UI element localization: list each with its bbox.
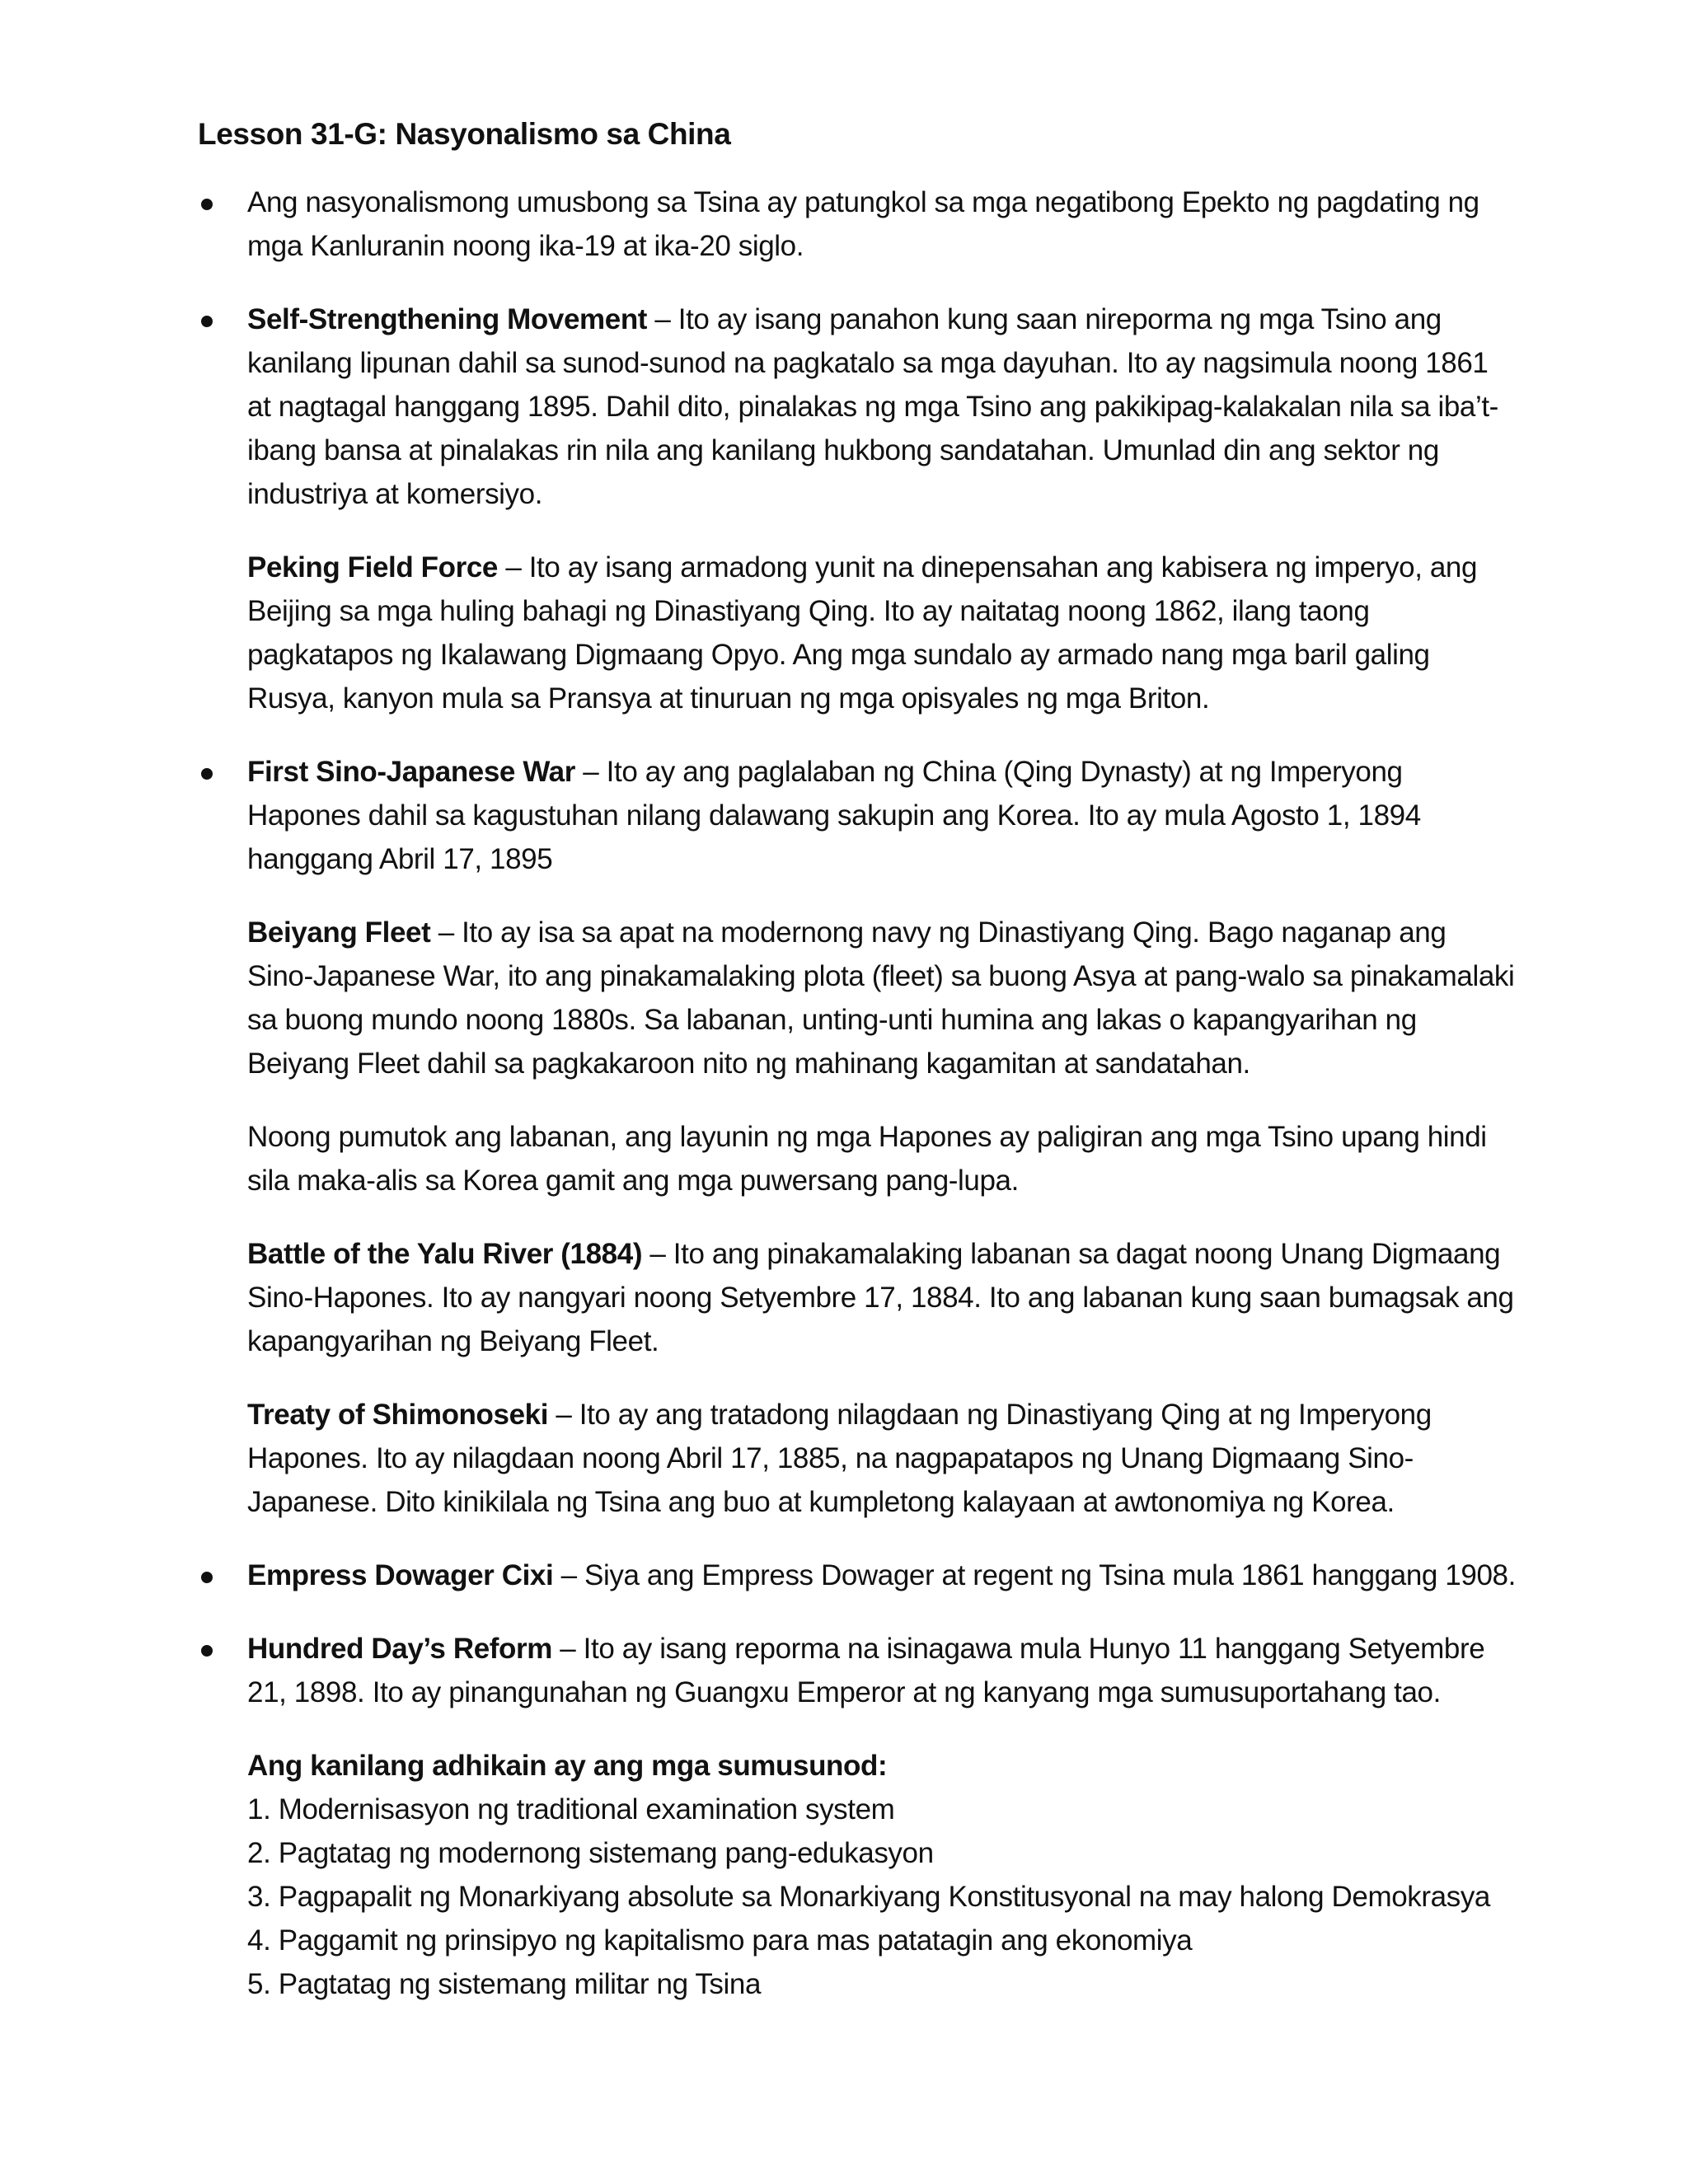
list-item: 5. Pagtatag ng sistemang militar ng Tsina <box>247 1968 762 2000</box>
term-self-strengthening: Self-Strengthening Movement <box>247 303 648 335</box>
bullet-cixi <box>198 1554 1517 1597</box>
sub-peking-field-force <box>198 546 1517 720</box>
yalu-river-paragraph <box>247 1232 1517 1363</box>
page-title: Lesson 31-G: Nasyonalismo sa China <box>198 117 731 151</box>
sub-yalu-river <box>198 1232 1517 1363</box>
term-shimonoseki: Treaty of Shimonoseki <box>247 1399 549 1431</box>
bullet-intro <box>198 180 1517 268</box>
cixi-paragraph <box>247 1554 1517 1597</box>
sub-war-outbreak <box>198 1115 1517 1202</box>
list-item: 3. Pagpapalit ng Monarkiyang absolute sa Monarkiyang Konstitusyonal na may halong Demokrasya <box>247 1881 1490 1913</box>
bullet-hundred-days <box>198 1627 1517 1714</box>
peking-field-force-text: – Ito ay isang armadong yunit na dinepensahan ang kabisera ng imperyo, ang Beijing sa mga huling bahagi ng Dinastiyang Qing. Ito ay naitatag noong 1862, ilang taong pagkatapos ng Ikalawang Digmaang Opyo. Ang mga sundalo ay armado nang mga baril galing Rusya, kanyon mula sa Pransya at tinuruan ng mga opisyales ng mga Briton. <box>247 551 1478 715</box>
bullet-self-strengthening <box>198 298 1517 516</box>
war-outbreak-text: Noong pumutok ang labanan, ang layunin ng mga Hapones ay paligiran ang mga Tsino upang hindi sila maka-alis sa Korea gamit ang mga puwersang pang-lupa. <box>247 1121 1487 1197</box>
list-item: 4. Paggamit ng prinsipyo ng kapitalismo para mas patatagin ang ekonomiya <box>247 1924 1193 1957</box>
term-cixi: Empress Dowager Cixi <box>247 1559 554 1591</box>
shimonoseki-text: – Ito ay ang tratadong nilagdaan ng Dinastiyang Qing at ng Imperyong Hapones. Ito ay nilagdaan noong Abril 17, 1885, na nagpapatapos ng Unang Digmaang Sino-Japanese. Dito kinikilala ng Tsina ang buo at kumpletong kalayaan at awtonomiya ng Korea. <box>247 1399 1432 1518</box>
term-yalu-river: Battle of the Yalu River (1884) <box>247 1238 643 1270</box>
term-peking-field-force: Peking Field Force <box>247 551 498 583</box>
aims-list <box>198 1744 1517 2006</box>
list-item: 1. Modernisasyon ng traditional examination system <box>247 1793 895 1825</box>
cixi-text: – Siya ang Empress Dowager at regent ng Tsina mula 1861 hanggang 1908. <box>553 1559 1516 1591</box>
sub-shimonoseki <box>198 1393 1517 1524</box>
aims-heading: Ang kanilang adhikain ay ang mga sumusunod: <box>247 1750 888 1782</box>
sub-beiyang-fleet <box>198 911 1517 1085</box>
term-beiyang-fleet: Beiyang Fleet <box>247 916 431 949</box>
shimonoseki-paragraph <box>247 1393 1517 1524</box>
bullet-sino-japanese-war <box>198 750 1517 881</box>
term-sino-japanese-war: First Sino-Japanese War <box>247 756 575 788</box>
hundred-days-text: – Ito ay isang reporma na isinagawa mula Hunyo 11 hanggang Setyembre 21, 1898. Ito ay pinangunahan ng Guangxu Emperor at ng kanyang mga sumusuportahang tao. <box>247 1633 1485 1708</box>
intro-text: Ang nasyonalismong umusbong sa Tsina ay patungkol sa mga negatibong Epekto ng pagdating ng mga Kanluranin noong ika-19 at ika-20 siglo. <box>247 186 1479 262</box>
beiyang-fleet-text: – Ito ay isa sa apat na modernong navy ng Dinastiyang Qing. Bago naganap ang Sino-Japanese War, ito ang pinakamalaking plota (fleet) sa buong Asya at pang-walo sa pinakamalaki sa buong mundo noong 1880s. Sa labanan, unting-unti humina ang lakas o kapangyarihan ng Beiyang Fleet dahil sa pagkakaroon nito ng mahinang kagamitan at sandatahan. <box>247 916 1515 1080</box>
beiyang-fleet-paragraph <box>247 911 1517 1085</box>
self-strengthening-text: – Ito ay isang panahon kung saan nireporma ng mga Tsino ang kanilang lipunan dahil sa sunod-sunod na pagkatalo sa mga dayuhan. Ito ay nagsimula noong 1861 at nagtagal hanggang 1895. Dahil dito, pinalakas ng mga Tsino ang pakikipag-kalakalan nila sa iba’t-ibang bansa at pinalakas rin nila ang kanilang hukbong sandatahan. Umunlad din ang sektor ng industriya at komersiyo. <box>247 303 1498 510</box>
hundred-days-paragraph <box>247 1627 1517 1714</box>
list-item: 2. Pagtatag ng modernong sistemang pang-edukasyon <box>247 1837 934 1869</box>
self-strengthening-paragraph <box>247 298 1517 516</box>
yalu-river-text: – Ito ang pinakamalaking labanan sa dagat noong Unang Digmaang Sino-Hapones. Ito ay nangyari noong Setyembre 17, 1884. Ito ang labanan kung saan bumagsak ang kapangyarihan ng Beiyang Fleet. <box>247 1238 1514 1357</box>
document-page <box>198 112 1517 2006</box>
peking-field-force-paragraph <box>247 546 1517 720</box>
sino-japanese-war-text: – Ito ay ang paglalaban ng China (Qing Dynasty) at ng Imperyong Hapones dahil sa kagustuhan nilang dalawang sakupin ang Korea. Ito ay mula Agosto 1, 1894 hanggang Abril 17, 1895 <box>247 756 1421 875</box>
sino-japanese-war-paragraph <box>247 750 1517 881</box>
term-hundred-days: Hundred Day’s Reform <box>247 1633 552 1665</box>
